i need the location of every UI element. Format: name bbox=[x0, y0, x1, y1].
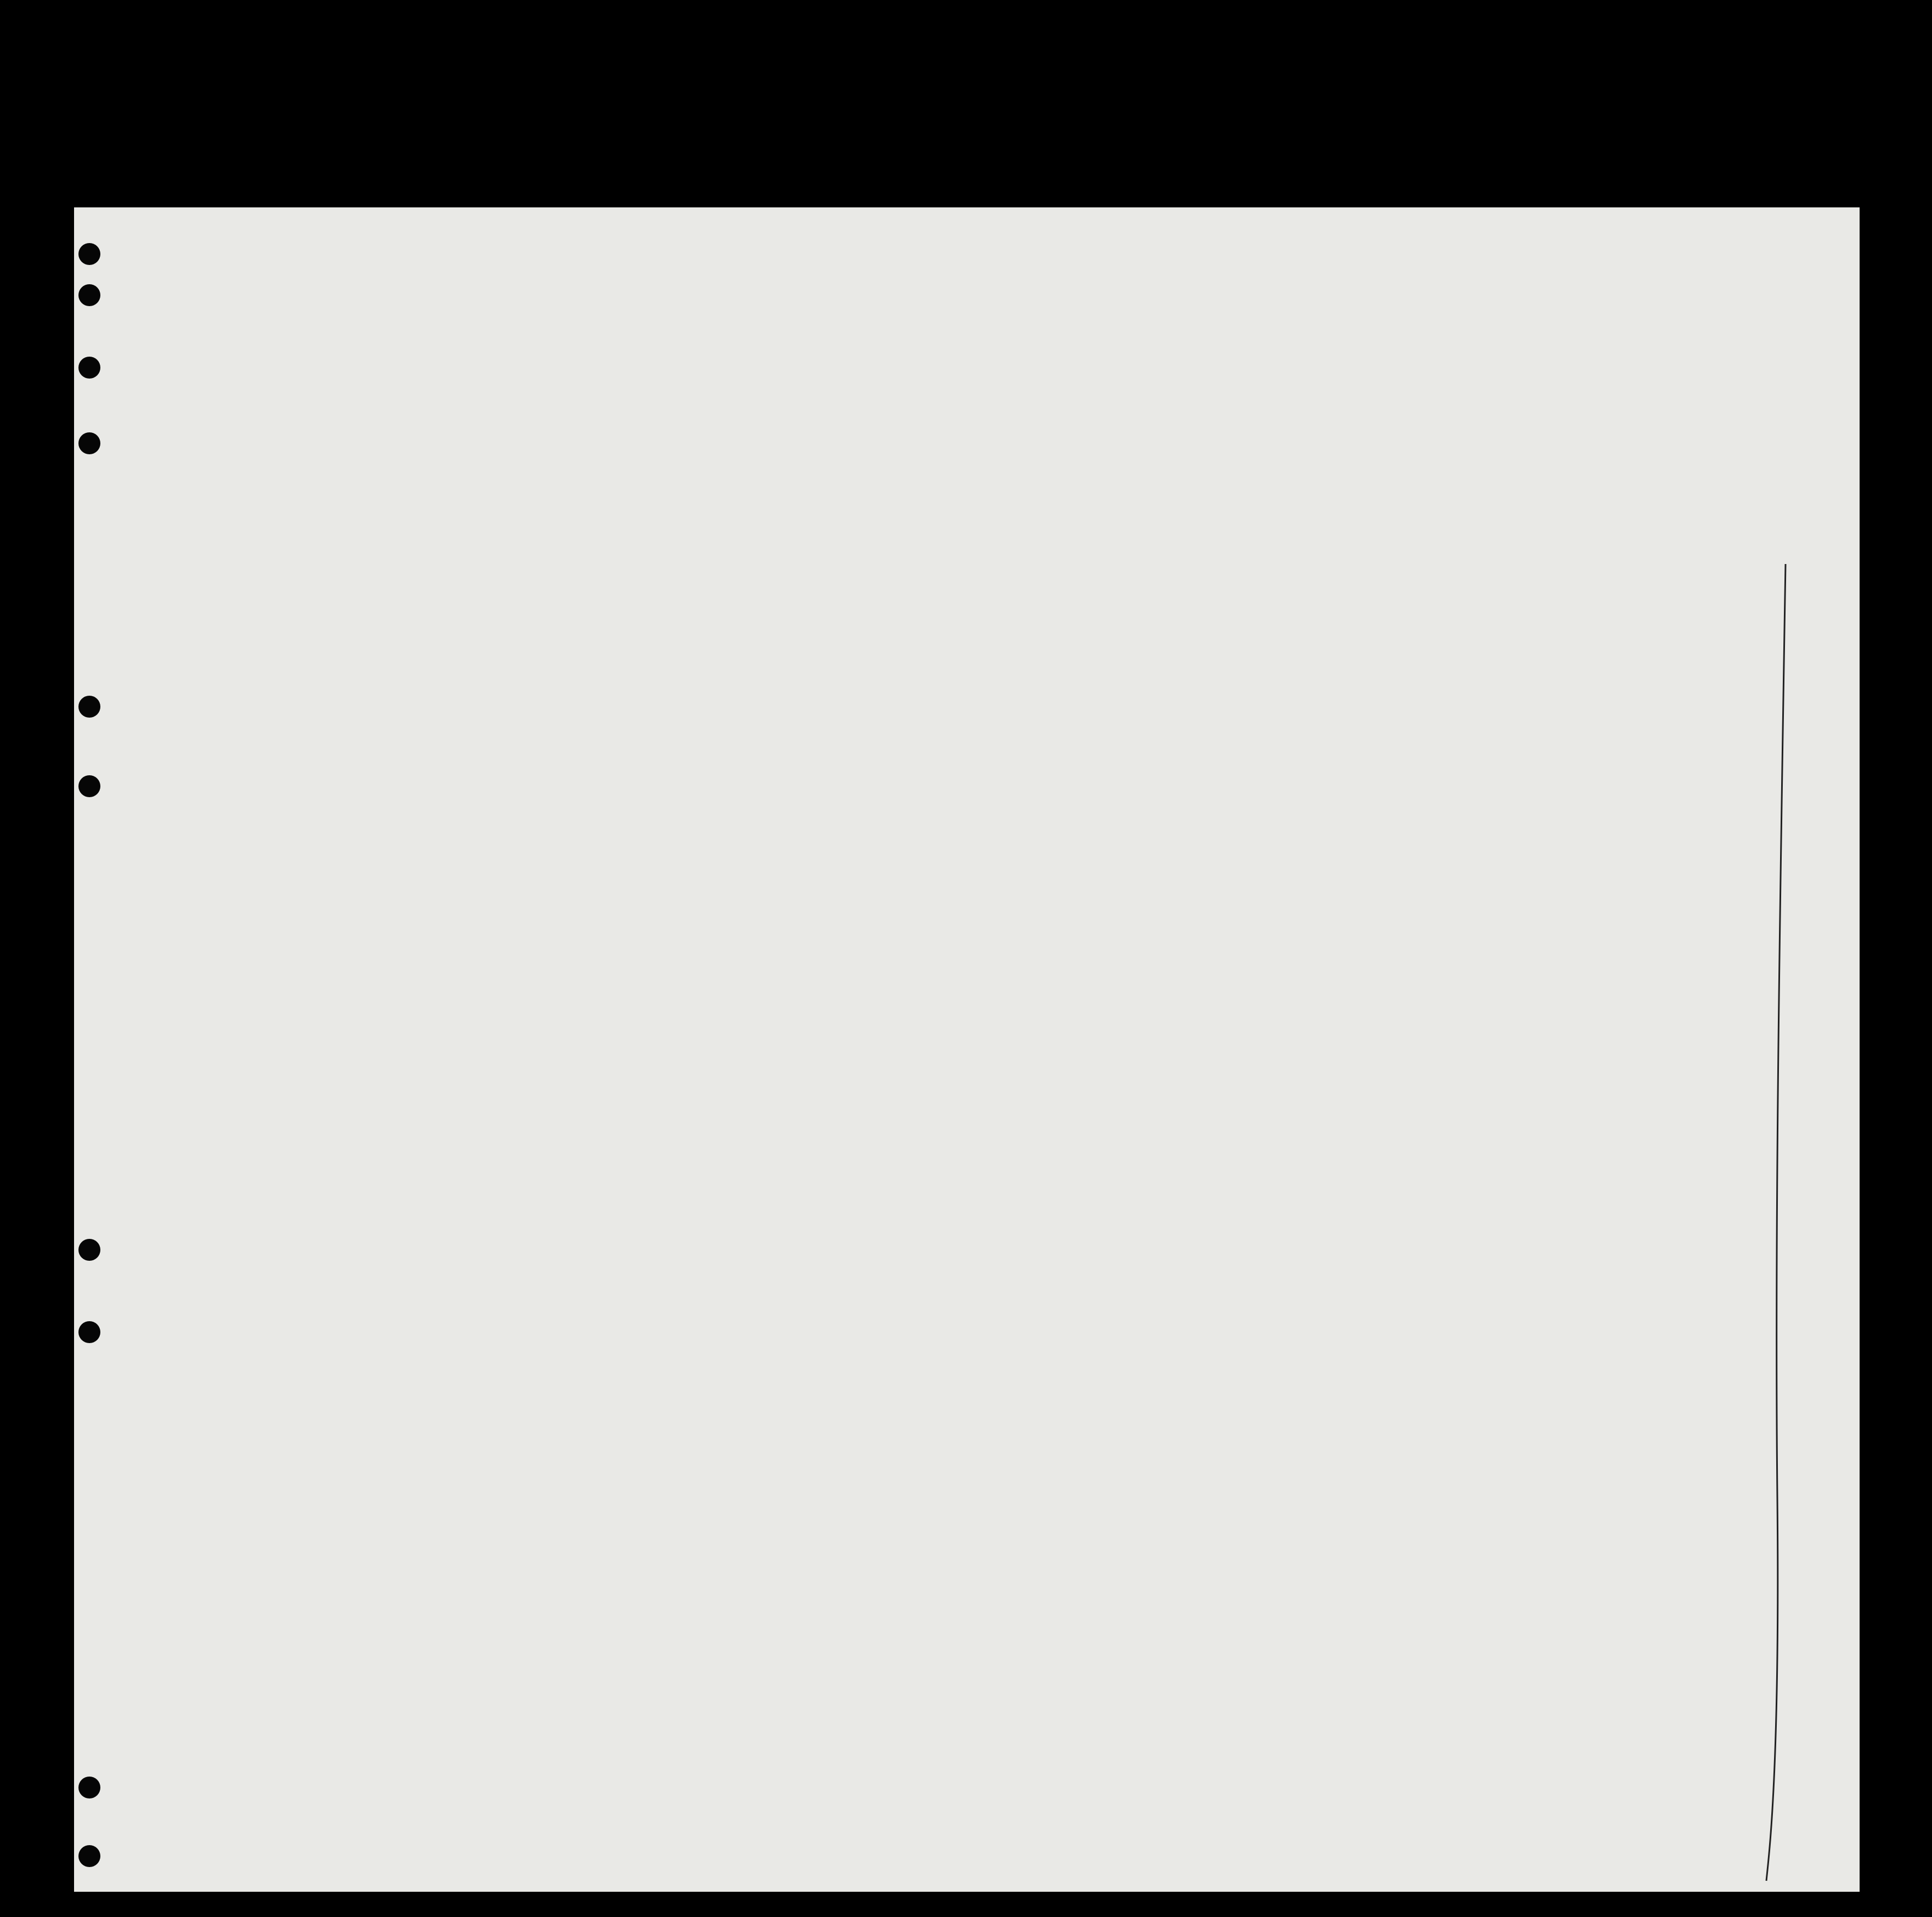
col-prev-voyage-header bbox=[132, 411, 189, 494]
col-remarks-note bbox=[1528, 446, 1709, 490]
col-read-header bbox=[979, 416, 1023, 471]
col-action-note bbox=[1717, 457, 1851, 479]
col-sex-header bbox=[1061, 416, 1103, 471]
col-family-header bbox=[206, 465, 381, 487]
col-shipped-header bbox=[768, 421, 933, 443]
col-action-header bbox=[1714, 430, 1854, 457]
col-height-header bbox=[1308, 416, 1358, 471]
col-physical-header bbox=[1410, 416, 1514, 476]
manifest-sheet bbox=[74, 207, 1860, 1892]
col-nationality-header bbox=[1204, 416, 1308, 471]
inspector-line bbox=[1764, 564, 1797, 1892]
col-name-header bbox=[206, 421, 535, 443]
col-age-header bbox=[1023, 416, 1061, 471]
col-when-header bbox=[768, 465, 850, 487]
col-where-header bbox=[853, 465, 930, 487]
col-weight-header bbox=[1358, 416, 1404, 471]
col-race-header bbox=[1105, 416, 1204, 471]
col-remarks-header bbox=[1519, 430, 1714, 446]
col-given-header bbox=[384, 465, 560, 487]
col-no-header bbox=[96, 411, 129, 472]
col-discharge-header bbox=[933, 411, 979, 494]
col-position-header bbox=[647, 416, 762, 460]
col-service-header bbox=[565, 416, 631, 487]
